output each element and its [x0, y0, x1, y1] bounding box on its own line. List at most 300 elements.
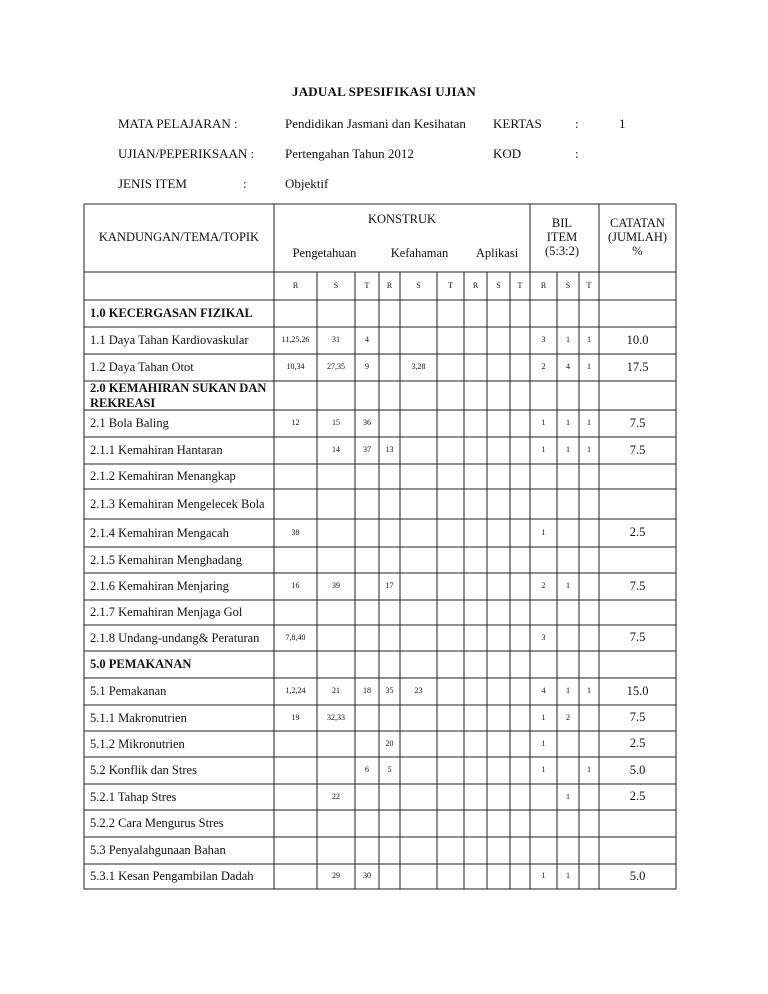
level-cell — [355, 573, 379, 600]
level-cell: 9 — [365, 362, 369, 372]
level-cell — [487, 784, 510, 810]
level-cell — [379, 489, 400, 519]
level-cell — [487, 651, 510, 678]
level-cell — [400, 625, 437, 651]
level-cell — [437, 327, 464, 354]
level-cell — [274, 489, 317, 519]
level-cell — [487, 837, 510, 864]
level-cell — [437, 810, 464, 837]
level-cell — [557, 625, 579, 651]
document-title: JADUAL SPESIFIKASI UJIAN — [292, 84, 476, 99]
level-cell: 31 — [332, 335, 340, 345]
level-cell — [530, 810, 557, 837]
level-cell — [379, 519, 400, 547]
level-cell — [274, 757, 317, 784]
row-topic: 5.1.1 Makronutrien — [90, 710, 187, 725]
level-cell — [317, 519, 355, 547]
level-cell — [557, 489, 579, 519]
level-cell — [464, 300, 487, 327]
row-total: 7.5 — [629, 630, 646, 645]
level-cell — [487, 731, 510, 757]
row-topic: 5.2.1 Tahap Stres — [90, 789, 177, 804]
level-cell: 1 — [566, 686, 570, 696]
level-cell: 4 — [566, 362, 570, 372]
header-construct: KONSTRUK — [367, 212, 437, 227]
level-cell — [530, 784, 557, 810]
level-cell — [437, 489, 464, 519]
row-topic: 1.2 Daya Tahan Otot — [90, 360, 194, 375]
level-cell: 1 — [587, 362, 591, 372]
level-cell — [510, 784, 530, 810]
level-cell — [379, 327, 400, 354]
level-cell — [400, 573, 437, 600]
level-cell: 18 — [363, 686, 371, 696]
exam-label: UJIAN/PEPERIKSAAN : — [118, 146, 255, 161]
level-cell — [487, 410, 510, 437]
level-cell — [464, 547, 487, 573]
level-cell — [379, 300, 400, 327]
level-cell — [400, 757, 437, 784]
level-cell — [557, 381, 579, 410]
level-cell: 1 — [541, 527, 546, 537]
level-cell: 4 — [541, 686, 546, 696]
level-cell: 20 — [385, 738, 394, 748]
item-type-colon: : — [243, 176, 247, 191]
level-label: T — [448, 280, 453, 290]
level-cell: 22 — [332, 791, 340, 801]
level-cell — [487, 573, 510, 600]
level-cell — [510, 327, 530, 354]
header-understanding: Kefahaman — [390, 246, 449, 261]
level-cell — [487, 625, 510, 651]
level-cell — [355, 705, 379, 731]
level-cell: 1 — [541, 871, 546, 881]
level-cell — [437, 437, 464, 464]
level-cell — [437, 837, 464, 864]
level-cell — [437, 864, 464, 889]
level-cell: 12 — [291, 418, 300, 428]
level-cell — [274, 300, 317, 327]
paper-label: KERTAS — [493, 116, 542, 131]
level-cell — [379, 837, 400, 864]
level-cell — [510, 731, 530, 757]
level-cell — [379, 381, 400, 410]
level-cell — [400, 784, 437, 810]
level-cell: 2 — [541, 581, 546, 591]
level-cell — [487, 489, 510, 519]
level-cell — [464, 625, 487, 651]
level-cell — [510, 410, 530, 437]
level-cell — [510, 489, 530, 519]
level-cell — [510, 678, 530, 705]
level-cell — [510, 300, 530, 327]
level-cell: 2 — [566, 712, 570, 722]
level-cell — [355, 489, 379, 519]
level-label: S — [416, 280, 421, 290]
level-cell: 17 — [385, 581, 394, 591]
row-topic: 5.3.1 Kesan Pengambilan Dadah — [90, 869, 254, 884]
level-cell — [355, 837, 379, 864]
row-topic: 5.1.2 Mikronutrien — [90, 736, 185, 751]
level-cell — [355, 464, 379, 489]
level-cell — [355, 625, 379, 651]
level-cell — [379, 784, 400, 810]
level-cell — [437, 651, 464, 678]
row-topic: 2.1.5 Kemahiran Menghadang — [90, 552, 243, 567]
level-cell — [400, 810, 437, 837]
level-cell — [355, 519, 379, 547]
level-cell — [464, 864, 487, 889]
level-label: R — [292, 280, 299, 290]
level-cell — [400, 410, 437, 437]
row-total: 7.5 — [629, 442, 646, 457]
row-total — [599, 651, 676, 678]
level-cell: 16 — [291, 581, 300, 591]
level-cell: 1 — [566, 335, 570, 345]
level-cell — [579, 381, 599, 410]
row-total — [599, 810, 676, 837]
level-cell — [510, 437, 530, 464]
row-total — [599, 381, 676, 410]
level-cell: 23 — [414, 686, 423, 696]
level-cell — [487, 354, 510, 381]
level-cell — [464, 354, 487, 381]
level-label: S — [333, 280, 339, 290]
row-topic: 2.1.1 Kemahiran Hantaran — [90, 443, 223, 458]
level-cell — [379, 464, 400, 489]
level-cell: 1 — [587, 335, 591, 345]
level-cell — [579, 464, 599, 489]
level-cell — [487, 810, 510, 837]
level-cell — [557, 600, 579, 625]
level-cell — [464, 573, 487, 600]
exam-value: Pertengahan Tahun 2012 — [285, 146, 414, 161]
header-bil-item: BIL ITEM (5:3:2) — [544, 216, 580, 258]
row-total: 7.5 — [629, 415, 646, 430]
row-topic: 1.0 KECERGASAN FIZIKAL — [90, 306, 253, 321]
level-cell — [579, 651, 599, 678]
row-topic: 2.0 KEMAHIRAN SUKAN DAN REKREASI — [90, 381, 267, 410]
level-cell — [274, 810, 317, 837]
level-cell — [464, 410, 487, 437]
level-cell — [464, 600, 487, 625]
level-cell: 1 — [541, 765, 546, 775]
row-topic: 2.1.7 Kemahiran Menjaga Gol — [90, 605, 243, 620]
level-cell — [557, 837, 579, 864]
level-cell — [464, 678, 487, 705]
level-cell — [317, 600, 355, 625]
level-cell — [557, 519, 579, 547]
row-total: 5.0 — [629, 868, 646, 883]
level-label: S — [565, 280, 571, 290]
level-cell — [355, 547, 379, 573]
code-colon: : — [575, 146, 579, 161]
level-cell: 2 — [541, 362, 546, 372]
level-cell — [487, 600, 510, 625]
level-cell — [437, 573, 464, 600]
level-cell: 3 — [541, 335, 546, 345]
level-cell — [317, 547, 355, 573]
level-cell — [317, 464, 355, 489]
level-cell: 1 — [566, 445, 570, 455]
level-cell — [400, 547, 437, 573]
level-cell — [487, 437, 510, 464]
row-topic: 2.1.3 Kemahiran Mengelecek Bola — [90, 496, 265, 511]
level-cell — [437, 519, 464, 547]
level-cell: 1 — [566, 418, 570, 428]
level-cell — [557, 651, 579, 678]
level-cell — [510, 519, 530, 547]
level-cell — [379, 651, 400, 678]
level-label: R — [540, 280, 547, 290]
level-cell — [464, 327, 487, 354]
level-cell — [464, 757, 487, 784]
level-label: R — [386, 280, 393, 290]
level-cell — [379, 600, 400, 625]
level-cell — [487, 678, 510, 705]
level-cell: 1 — [566, 581, 570, 591]
level-cell — [274, 731, 317, 757]
header-notes: CATATAN (JUMLAH) % — [607, 216, 668, 258]
level-cell: 38 — [291, 527, 300, 537]
level-cell — [464, 381, 487, 410]
level-cell — [530, 489, 557, 519]
level-cell — [510, 381, 530, 410]
level-cell — [437, 464, 464, 489]
level-cell: 11,25,26 — [281, 335, 310, 345]
level-cell — [579, 625, 599, 651]
level-cell — [317, 625, 355, 651]
level-cell — [437, 410, 464, 437]
row-topic: 1.1 Daya Tahan Kardiovaskular — [90, 333, 249, 348]
level-cell — [579, 600, 599, 625]
level-cell — [510, 354, 530, 381]
level-cell — [274, 651, 317, 678]
level-cell: 29 — [332, 871, 340, 881]
level-label: T — [586, 280, 592, 290]
level-cell — [379, 864, 400, 889]
level-cell: 1,2,24 — [285, 686, 306, 696]
level-cell: 1 — [587, 445, 591, 455]
level-cell — [510, 625, 530, 651]
level-cell — [487, 300, 510, 327]
level-cell: 21 — [332, 686, 340, 696]
level-cell — [274, 381, 317, 410]
level-cell — [579, 864, 599, 889]
level-cell — [487, 705, 510, 731]
level-cell: 5 — [387, 765, 392, 775]
level-cell — [557, 547, 579, 573]
level-cell: 6 — [365, 765, 369, 775]
row-total: 2.5 — [629, 789, 646, 804]
level-cell — [379, 705, 400, 731]
level-cell: 15 — [332, 418, 340, 428]
row-total — [599, 600, 676, 625]
level-cell — [355, 600, 379, 625]
item-type-value: Objektif — [285, 176, 329, 191]
level-cell — [400, 464, 437, 489]
level-label: S — [496, 280, 501, 290]
level-cell — [317, 757, 355, 784]
level-cell — [274, 547, 317, 573]
row-total — [599, 464, 676, 489]
level-cell — [510, 651, 530, 678]
level-cell — [379, 547, 400, 573]
row-total: 2.5 — [629, 736, 646, 751]
header-knowledge: Pengetahuan — [292, 246, 357, 261]
row-topic: 2.1.6 Kemahiran Menjaring — [90, 579, 229, 594]
level-cell — [530, 600, 557, 625]
level-cell: 1 — [541, 418, 546, 428]
row-topic: 5.0 PEMAKANAN — [90, 657, 192, 672]
level-cell — [464, 784, 487, 810]
level-cell: 4 — [365, 335, 369, 345]
level-cell — [355, 731, 379, 757]
level-cell — [487, 547, 510, 573]
level-cell: 1 — [566, 871, 570, 881]
level-cell — [464, 731, 487, 757]
level-cell: 14 — [332, 445, 340, 455]
row-topic: 2.1 Bola Baling — [90, 416, 169, 431]
level-cell — [579, 489, 599, 519]
level-cell — [487, 464, 510, 489]
paper-colon: : — [575, 116, 579, 131]
level-cell — [530, 300, 557, 327]
level-cell — [400, 437, 437, 464]
level-cell — [437, 731, 464, 757]
level-cell — [557, 731, 579, 757]
row-topic: 2.1.4 Kemahiran Mengacah — [90, 525, 229, 540]
level-cell — [437, 678, 464, 705]
level-cell: 1 — [566, 791, 570, 801]
level-cell — [510, 705, 530, 731]
row-total: 7.5 — [629, 710, 646, 725]
level-cell — [557, 300, 579, 327]
level-cell: 1 — [587, 765, 591, 775]
header-application: Aplikasi — [475, 246, 519, 261]
level-cell — [355, 381, 379, 410]
level-cell — [510, 547, 530, 573]
level-cell — [579, 731, 599, 757]
level-cell — [487, 381, 510, 410]
level-cell — [510, 864, 530, 889]
row-topic: 2.1.8 Undang-undang& Peraturan — [90, 630, 260, 645]
level-cell — [464, 437, 487, 464]
level-cell — [464, 519, 487, 547]
level-cell: 1 — [587, 686, 591, 696]
level-cell — [557, 464, 579, 489]
level-cell — [400, 300, 437, 327]
level-cell — [274, 864, 317, 889]
level-cell: 36 — [363, 418, 371, 428]
level-cell — [437, 784, 464, 810]
level-cell — [379, 810, 400, 837]
row-total — [599, 489, 676, 519]
level-cell: 1 — [541, 712, 546, 722]
level-cell: 39 — [332, 581, 340, 591]
level-cell — [510, 573, 530, 600]
level-cell: 10,34 — [286, 362, 305, 372]
level-cell — [400, 837, 437, 864]
level-cell — [579, 547, 599, 573]
row-total — [599, 300, 676, 327]
level-cell — [317, 837, 355, 864]
level-cell: 1 — [587, 418, 591, 428]
level-cell — [355, 300, 379, 327]
level-cell — [274, 837, 317, 864]
level-cell: 7,8,40 — [285, 632, 306, 642]
level-cell — [437, 705, 464, 731]
level-cell — [317, 381, 355, 410]
level-cell — [274, 784, 317, 810]
level-cell: 1 — [541, 445, 546, 455]
level-cell: 3 — [541, 632, 546, 642]
level-cell — [274, 464, 317, 489]
level-cell — [487, 757, 510, 784]
level-cell — [579, 810, 599, 837]
level-cell — [355, 810, 379, 837]
level-cell — [487, 327, 510, 354]
level-cell — [317, 651, 355, 678]
row-topic: 2.1.2 Kemahiran Menangkap — [90, 469, 236, 484]
level-cell — [400, 489, 437, 519]
code-label: KOD — [493, 146, 522, 161]
level-cell — [400, 705, 437, 731]
level-cell — [557, 757, 579, 784]
level-cell: 32,33 — [327, 712, 345, 722]
level-cell — [464, 837, 487, 864]
level-cell — [437, 300, 464, 327]
row-topic: 5.2 Konflik dan Stres — [90, 763, 197, 778]
level-cell — [379, 354, 400, 381]
level-cell — [557, 810, 579, 837]
level-cell: 30 — [363, 871, 371, 881]
level-cell — [437, 600, 464, 625]
level-cell — [400, 864, 437, 889]
level-cell — [530, 464, 557, 489]
level-cell: 1 — [541, 738, 546, 748]
row-topic: 5.1 Pemakanan — [90, 684, 167, 699]
level-cell — [510, 810, 530, 837]
level-cell — [487, 519, 510, 547]
level-label: T — [517, 280, 523, 290]
level-cell: 37 — [363, 445, 371, 455]
level-cell — [400, 519, 437, 547]
level-cell — [530, 837, 557, 864]
level-cell: 19 — [291, 712, 300, 722]
level-cell — [579, 300, 599, 327]
level-cell — [400, 731, 437, 757]
level-cell — [437, 757, 464, 784]
row-total — [599, 837, 676, 864]
level-cell — [530, 547, 557, 573]
subject-label: MATA PELAJARAN : — [118, 116, 238, 131]
row-total — [599, 547, 676, 573]
level-cell — [437, 547, 464, 573]
level-cell — [487, 864, 510, 889]
item-type-label: JENIS ITEM — [118, 176, 187, 191]
level-cell — [579, 837, 599, 864]
level-cell — [400, 651, 437, 678]
subject-value: Pendidikan Jasmani dan Kesihatan — [285, 116, 466, 131]
row-topic: 5.3 Penyalahgunaan Bahan — [90, 843, 226, 858]
level-cell — [274, 437, 317, 464]
row-total: 7.5 — [629, 578, 646, 593]
level-cell: 35 — [385, 686, 394, 696]
level-cell — [464, 705, 487, 731]
row-total: 15.0 — [626, 683, 649, 698]
level-cell — [379, 410, 400, 437]
